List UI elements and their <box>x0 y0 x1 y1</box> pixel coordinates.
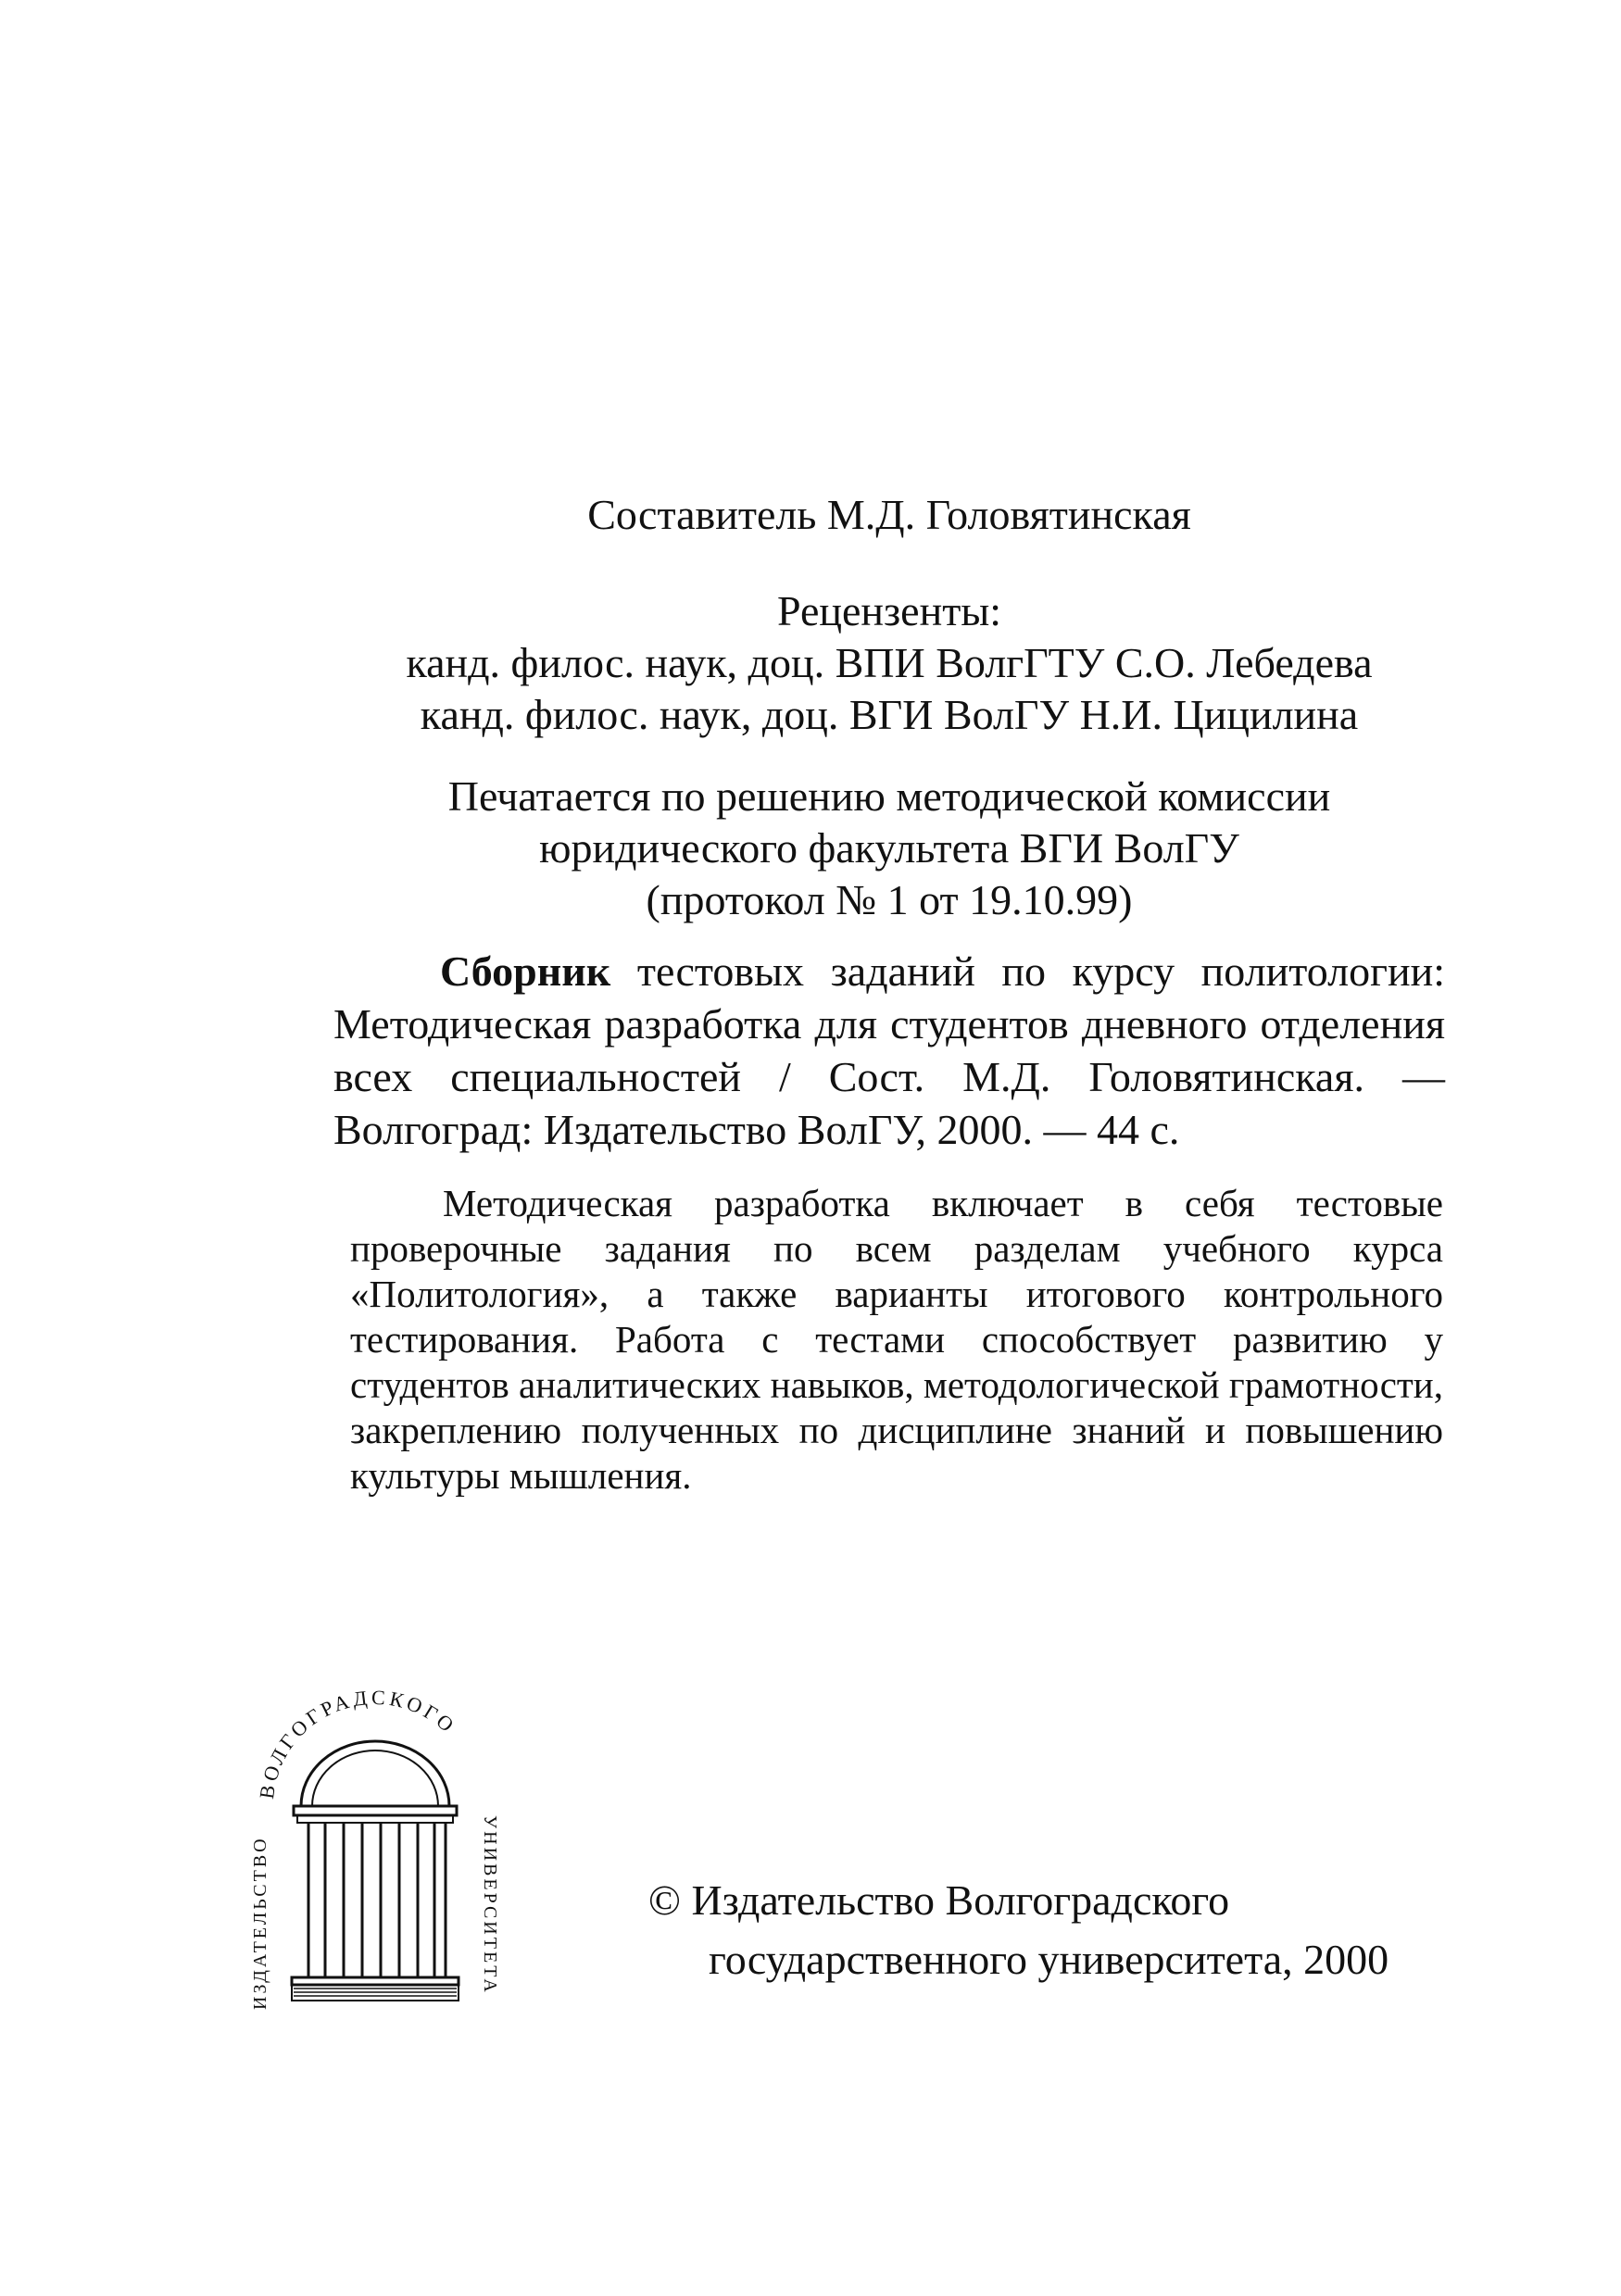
copyright-line-1: © Издательство Волгоградского <box>648 1876 1230 1924</box>
svg-text:ИЗДАТЕЛЬСТВО: ИЗДАТЕЛЬСТВО <box>250 1836 270 2010</box>
compiler-line: Составитель М.Д. Головятинская <box>587 491 1191 538</box>
copyright-line-2: государственного университета, 2000 <box>709 1936 1389 1983</box>
rotunda-icon <box>236 1667 514 2019</box>
reviewers-heading: Рецензенты: <box>776 587 1002 634</box>
approval-line-1: Печатается по решению методической комиссии <box>447 772 1331 820</box>
svg-text:ВОЛГОГРАДСКОГО: ВОЛГОГРАДСКОГО <box>255 1685 461 1800</box>
reviewer-1: канд. филос. наук, доц. ВПИ ВолгГТУ С.О. Лебедева <box>406 639 1373 686</box>
reviewer-2: канд. филос. наук, доц. ВГИ ВолГУ Н.И. Цицилина <box>420 691 1359 738</box>
approval-line-3: (протокол № 1 от 19.10.99) <box>646 876 1133 923</box>
catalog-text: тестовых заданий по курсу политологии: Методическая разработка для студентов дневного отделения всех специальностей / Сост. М.Д. Головятинская. — Волгоград: Издательство ВолГУ, 2000. — 44 с. <box>333 947 1445 1153</box>
catalog-entry <box>333 945 1445 1156</box>
approval-block <box>333 771 1445 926</box>
reviewers-block <box>333 585 1445 741</box>
abstract-paragraph: Методическая разработка включает в себя тестовые проверочные задания по всем разделам учебного курса «Политология», а также варианты итогового контрольного тестирования. Работа с тестами способствует развитию у студентов аналитических навыков, методологической грамотности, закреплению полученных по дисциплине знаний и повышению культуры мышления. <box>350 1182 1443 1497</box>
svg-text:УНИВЕРСИТЕТА: УНИВЕРСИТЕТА <box>480 1815 500 1995</box>
catalog-title: Сборник <box>440 947 611 995</box>
approval-line-2: юридического факультета ВГИ ВолГУ <box>539 824 1239 872</box>
compiler-block <box>333 489 1445 541</box>
copyright-block <box>648 1871 1389 1989</box>
publisher-logo <box>236 1667 514 2019</box>
